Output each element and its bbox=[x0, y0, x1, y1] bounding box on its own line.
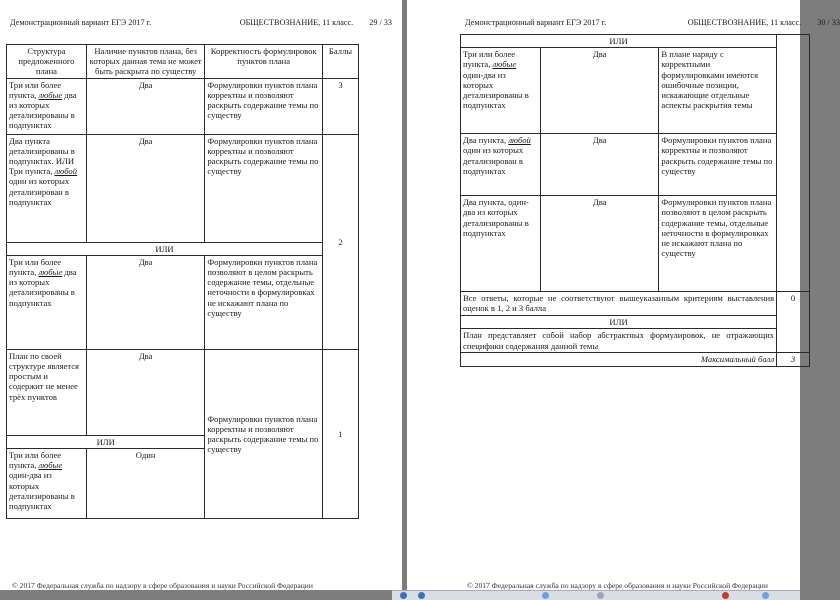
criteria-table bbox=[6, 44, 359, 519]
structure-cell: Три или более пункта, любые один-два из которых детализированы в подпунктах bbox=[461, 48, 541, 134]
points-count-cell: Два bbox=[86, 255, 204, 349]
header-subject: ОБЩЕСТВОЗНАНИЕ, 11 класс. bbox=[687, 18, 802, 27]
wording-cell: Формулировки пунктов плана корректны и позволяют раскрыть содержание темы по существу bbox=[205, 349, 323, 518]
max-score-row bbox=[461, 353, 810, 366]
toolbar-button-icon[interactable] bbox=[542, 592, 549, 599]
points-count-cell: Два bbox=[86, 78, 204, 134]
toolbar-button-icon[interactable] bbox=[722, 592, 729, 599]
toolbar-button-icon[interactable] bbox=[400, 592, 407, 599]
criteria-table bbox=[460, 34, 810, 367]
wording-cell: Формулировки пунктов плана корректны и позволяют раскрыть содержание темы по существу bbox=[205, 134, 323, 242]
page-header bbox=[10, 18, 392, 32]
score-cell: 0 bbox=[777, 292, 810, 353]
header-page-number: 29 / 33 bbox=[369, 18, 392, 27]
wording-cell: Формулировки пунктов плана корректны и позволяют раскрыть содержание темы по существу bbox=[205, 78, 323, 134]
wording-cell: Формулировки пунктов плана корректны и позволяют раскрыть содержание темы по существу bbox=[659, 134, 777, 196]
toolbar-button-icon[interactable] bbox=[762, 592, 769, 599]
score-cell: 1 bbox=[323, 349, 359, 518]
structure-cell: Три или более пункта, любые два из которых детализированы в подпунктах bbox=[7, 78, 87, 134]
score-cell bbox=[777, 35, 810, 292]
column-header: Структура предложенного плана bbox=[7, 45, 87, 79]
points-count-cell: Два bbox=[540, 196, 658, 292]
toolbar-button-icon[interactable] bbox=[418, 592, 425, 599]
structure-cell: План по своей структуре является простым и содержит не менее трёх пунктов bbox=[7, 349, 87, 435]
column-header: Наличие пунктов плана, без которых данная тема не может быть раскрыта по существу bbox=[86, 45, 204, 79]
points-count-cell: Два bbox=[540, 48, 658, 134]
page-footer: © 2017 Федеральная служба по надзору в сфере образования и науки Российской Федерации bbox=[12, 581, 313, 590]
table-row bbox=[461, 329, 810, 353]
criteria-text-cell: Все ответы, которые не соответствуют вышеуказанным критериям выставления оценок в 1, 2 и 3 балла bbox=[461, 292, 777, 316]
points-count-cell: Два bbox=[86, 134, 204, 242]
structure-cell: Три или более пункта, любые один-два из которых детализированы в подпунктах bbox=[7, 449, 87, 519]
score-cell: 2 bbox=[323, 134, 359, 349]
wording-cell: Формулировки пунктов плана позволяют в целом раскрыть содержание темы, отдельные неточности в формулировках не искажают плана по существу bbox=[205, 255, 323, 349]
header-exam-title: Демонстрационный вариант ЕГЭ 2017 г. bbox=[465, 18, 607, 27]
header-page-number: 30 / 33 bbox=[817, 18, 840, 27]
ili-separator: ИЛИ bbox=[461, 316, 777, 329]
ili-separator: ИЛИ bbox=[7, 435, 205, 448]
page-header bbox=[465, 18, 840, 32]
document-page-left bbox=[0, 0, 402, 590]
table-row bbox=[7, 134, 359, 242]
structure-cell: Два пункта, любой один из которых детализирован в подпунктах bbox=[461, 134, 541, 196]
wording-cell: Формулировки пунктов плана позволяют в целом раскрыть содержание темы, отдельные неточности в формулировках не искажают плана по существу bbox=[659, 196, 777, 292]
header-exam-title: Демонстрационный вариант ЕГЭ 2017 г. bbox=[10, 18, 152, 27]
separator-row bbox=[461, 35, 810, 48]
score-cell: 3 bbox=[323, 78, 359, 134]
table-row bbox=[461, 292, 810, 316]
column-header: Баллы bbox=[323, 45, 359, 79]
ili-separator: ИЛИ bbox=[7, 242, 323, 255]
criteria-text-cell: План представляет собой набор абстрактных формулировок, не отражающих специфики содержания данной темы bbox=[461, 329, 777, 353]
max-score-label: Максимальный балл bbox=[461, 353, 777, 366]
structure-cell: Два пункта детализированы в подпунктах. ИЛИ Три пункта, любой один из которых детализирован в подпунктах bbox=[7, 134, 87, 242]
separator-row bbox=[461, 316, 810, 329]
points-count-cell: Два bbox=[540, 134, 658, 196]
document-page-right bbox=[407, 0, 840, 590]
structure-cell: Два пункта, один-два из которых детализированы в подпунктах bbox=[461, 196, 541, 292]
wording-cell: В плане наряду с корректными формулировками имеются ошибочные позиции, искажающие отдельные аспекты раскрытия темы bbox=[659, 48, 777, 134]
page-footer: © 2017 Федеральная служба по надзору в сфере образования и науки Российской Федерации bbox=[467, 581, 768, 590]
viewer-toolbar bbox=[392, 590, 800, 600]
points-count-cell: Один bbox=[86, 449, 204, 519]
column-header: Корректность формулировок пунктов плана bbox=[205, 45, 323, 79]
table-row bbox=[7, 78, 359, 134]
table-row bbox=[461, 48, 810, 134]
table-row bbox=[7, 255, 359, 349]
header-subject: ОБЩЕСТВОЗНАНИЕ, 11 класс. bbox=[239, 18, 354, 27]
structure-cell: Три или более пункта, любые два из которых детализированы в подпунктах bbox=[7, 255, 87, 349]
toolbar-button-icon[interactable] bbox=[597, 592, 604, 599]
table-header-row bbox=[7, 45, 359, 79]
points-count-cell: Два bbox=[86, 349, 204, 435]
ili-separator: ИЛИ bbox=[461, 35, 777, 48]
max-score-value: 3 bbox=[777, 353, 810, 366]
separator-row bbox=[7, 242, 359, 255]
table-row bbox=[7, 349, 359, 435]
table-row bbox=[461, 134, 810, 196]
table-row bbox=[461, 196, 810, 292]
